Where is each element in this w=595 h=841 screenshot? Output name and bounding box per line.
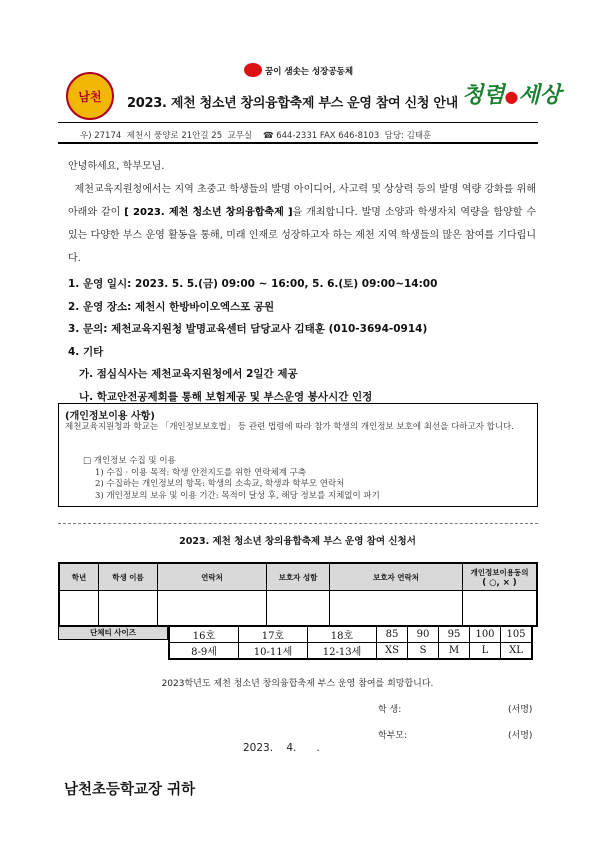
participation-statement: 2023학년도 제천 청소년 창의융합축제 부스 운영 참여를 희망합니다. — [161, 679, 434, 689]
size-age: XL — [501, 643, 533, 660]
cut-line — [58, 523, 538, 524]
form-date: 2023. 4. . — [243, 742, 320, 754]
list-item: 4. 기타 — [68, 345, 104, 358]
size-option[interactable]: 18호 — [308, 626, 377, 643]
greeting: 안녕하세요, 학부모님. — [68, 161, 165, 172]
size-option[interactable]: 17호 — [239, 626, 308, 643]
privacy-item: 1) 수집 · 이용 목적: 학생 안전지도를 위한 연락체계 구축 — [95, 467, 307, 478]
size-option[interactable]: 105 — [501, 626, 533, 643]
list-item: 3. 문의: 제천교육지원청 발명교육센터 담당교사 김태훈 (010-3694-0914) — [68, 323, 428, 335]
guardian-name-cell[interactable] — [267, 591, 330, 627]
col-guardian-name: 보호자 성함 — [267, 563, 330, 591]
addressee: 남천초등학교장 귀하 — [64, 782, 196, 798]
size-age: 8-9세 — [169, 643, 239, 660]
info-list — [68, 273, 437, 408]
event-name: [ 2023. 제천 청소년 창의융합축제 ] — [124, 207, 293, 218]
size-age: 10-11세 — [239, 643, 308, 660]
privacy-title: (개인정보이용 사항) — [65, 411, 155, 422]
col-grade: 학년 — [59, 563, 99, 591]
col-student-name: 학생 이름 — [99, 563, 158, 591]
letter-body: 제천교육지원청에서는 지역 초중고 학생들의 발명 아이디어, 사고력 및 상상력 등의 발명 역량 강화를 위해 아래와 같이 [ 2023. 제천 청소년 창의융합축제 ]을 개최합니다. 발명 소양과 학생자치 역량을 함양할 수 있는 다양한 부스 운영 활동을 통해, 미래 인재로 성장하고자 하는 제천 지역 학생들의 많은 참여를 기다립니다. — [68, 184, 536, 264]
emblem-icon — [244, 63, 262, 77]
size-option[interactable]: 16호 — [169, 626, 239, 643]
size-option[interactable]: 95 — [439, 626, 470, 643]
student-label: 학 생: — [378, 705, 402, 715]
divider — [58, 122, 538, 123]
divider — [58, 142, 538, 144]
privacy-section — [83, 456, 380, 502]
grade-cell[interactable] — [59, 591, 99, 627]
size-age: XS — [377, 643, 408, 660]
parent-signature[interactable]: (서명) — [508, 731, 533, 741]
list-subitem: 가. 점심식사는 제천교육지원청에서 2일간 제공 — [79, 368, 298, 380]
school-logo — [66, 72, 114, 120]
address-line: 우) 27174 제천시 풍양로 21안길 25 교무실 ☎ 644-2331 FAX 646-8103 담당: 김태훈 — [80, 131, 432, 141]
size-option[interactable]: 85 — [377, 626, 408, 643]
consent-cell[interactable] — [463, 591, 538, 627]
application-table — [58, 562, 538, 627]
student-signature[interactable]: (서명) — [508, 705, 533, 715]
document-title: 2023. 제천 청소년 창의융합축제 부스 운영 참여 신청 안내 — [127, 96, 458, 111]
guardian-contact-cell[interactable] — [330, 591, 463, 627]
globe-icon: ● — [504, 87, 519, 106]
size-option[interactable]: 90 — [408, 626, 439, 643]
school-logo-text: 남천 — [78, 89, 102, 104]
col-consent: 개인정보이용동의 ( ○, × ) — [463, 563, 538, 591]
privacy-text: 제천교육지원청과 학교는 「개인정보보호법」 등 관련 법령에 따라 참가 학생의 개인정보 보호에 최선을 다하고자 합니다. — [65, 422, 514, 432]
privacy-notice — [58, 403, 538, 507]
privacy-item: 2) 수집하는 개인정보의 항목: 학생의 소속교, 학생과 학부모 연락처 — [95, 479, 345, 489]
form-title: 2023. 제천 청소년 창의융합축제 부스 운영 참여 신청서 — [179, 536, 416, 547]
integrity-logo: 청렴●세상 — [462, 82, 561, 108]
size-age: M — [439, 643, 470, 660]
size-option[interactable]: 100 — [470, 626, 501, 643]
list-subitem: 나. 학교안전공제회를 통해 보험제공 및 부스운영 봉사시간 인정 — [79, 390, 373, 403]
contact-cell[interactable] — [158, 591, 267, 627]
size-age: L — [470, 643, 501, 660]
shirt-size-label: 단체티 사이즈 — [58, 626, 168, 640]
size-age: 12-13세 — [308, 643, 377, 660]
size-age: S — [408, 643, 439, 660]
privacy-item: 3) 개인정보의 보유 및 이용 기간: 목적이 달성 후, 해당 정보를 지체없이 파기 — [95, 490, 380, 501]
shirt-size-table — [168, 625, 533, 660]
list-item: 1. 운영 일시: 2023. 5. 5.(금) 09:00 ~ 16:00, 5. 6.(토) 09:00~14:00 — [68, 278, 438, 290]
slogan: 꿈이 샘솟는 성장공동체 — [265, 67, 354, 77]
parent-label: 학부모: — [378, 731, 408, 741]
col-contact: 연락처 — [158, 563, 267, 591]
list-item: 2. 운영 장소: 제천시 한방바이오엑스포 공원 — [68, 300, 275, 313]
student-name-cell[interactable] — [99, 591, 158, 627]
privacy-section-title: □ 개인정보 수집 및 이용 — [83, 456, 176, 466]
col-guardian-contact: 보호자 연락처 — [330, 563, 463, 591]
